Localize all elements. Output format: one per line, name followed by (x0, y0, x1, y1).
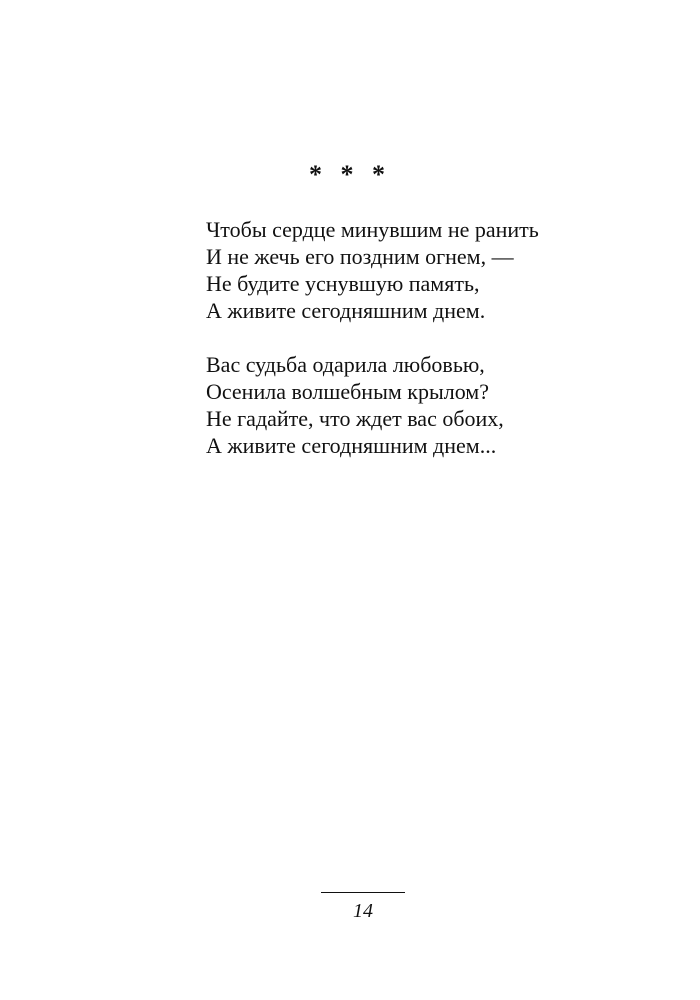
page-number-rule (321, 892, 405, 893)
poem-line: Не гадайте, что ждет вас обоих, (206, 406, 504, 431)
poem-line: Не будите уснувшую память, (206, 271, 480, 296)
section-separator: * * * (309, 160, 391, 189)
poem (206, 216, 646, 486)
stanza-1 (206, 216, 646, 324)
stanza-2 (206, 351, 646, 459)
page-number: 14 (353, 900, 373, 922)
poem-line: А живите сегодняшним днем. (206, 298, 486, 323)
poem-line: Чтобы сердце минувшим не ранить (206, 217, 539, 242)
poem-line: И не жечь его поздним огнем, — (206, 244, 514, 269)
poem-line: А живите сегодняшним днем... (206, 433, 497, 458)
poem-line: Осенила волшебным крылом? (206, 379, 489, 404)
poem-line: Вас судьба одарила любовью, (206, 352, 485, 377)
